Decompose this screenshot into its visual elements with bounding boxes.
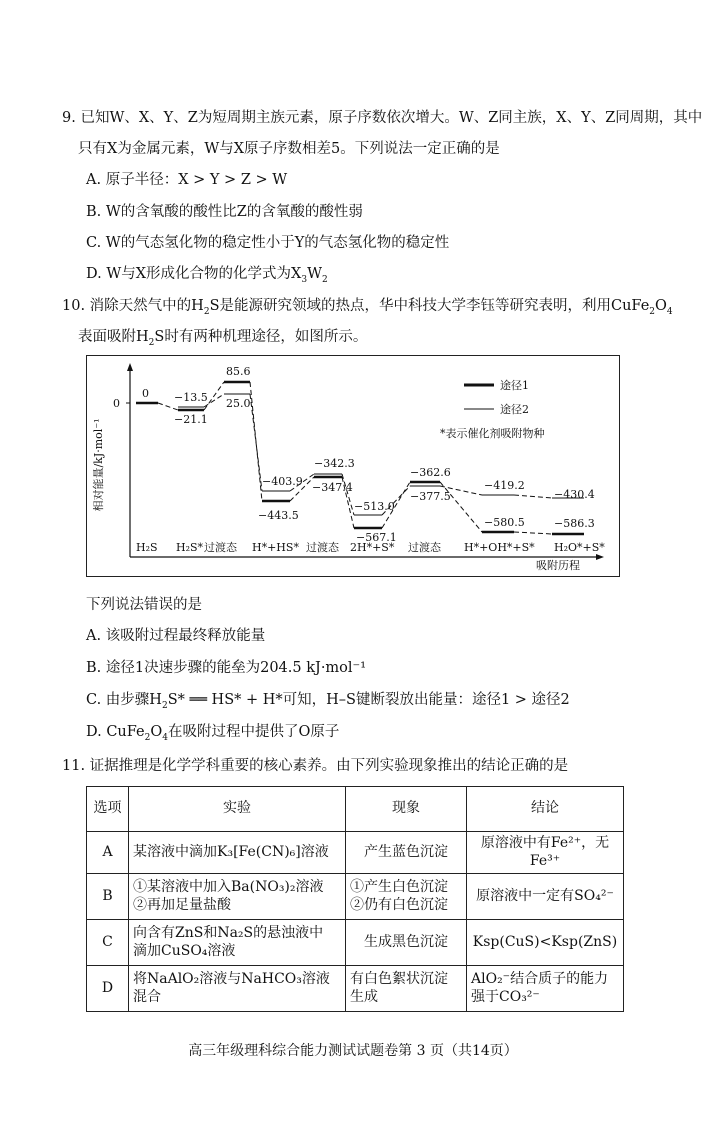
x-label: H*+HS* [252,541,299,554]
q11-stem: 11. 证据推理是化学学科重要的核心素养。由下列实验现象推出的结论正确的是 [62,758,569,774]
value-label: 0 [142,387,149,400]
x-label: 过渡态 [204,541,237,554]
y-zero-label: 0 [113,397,120,410]
value-label: 25.0 [226,397,251,410]
value-label: −377.5 [410,490,451,503]
row-phenomenon-line: 生成 [350,988,378,1005]
q10-option-b: B. 途径1决速步骤的能垒为204.5 kJ·mol⁻¹ [86,660,367,676]
row-experiment-line: 滴加CuSO₄溶液 [133,942,236,959]
row-experiment [129,920,346,966]
row-conclusion [467,966,624,1012]
header-option: 选项 [87,787,129,832]
table-row [87,874,624,920]
row-conclusion-line: 强于CO₃²⁻ [471,988,540,1005]
row-phenomenon [346,874,467,920]
value-label: −567.1 [356,531,397,544]
row-option: B [87,874,129,920]
row-experiment-line: ①某溶液中加入Ba(NO₃)₂溶液 [133,879,324,895]
row-experiment [129,874,346,920]
value-label: −443.5 [258,509,299,522]
value-label: −342.3 [314,457,355,470]
row-conclusion: 原溶液中有Fe²⁺，无Fe³⁺ [467,832,624,874]
x-label: H*+OH*+S* [464,541,535,554]
q9-stem-line2: 只有X为金属元素，W与X原子序数相差5。下列说法一定正确的是 [78,141,500,157]
row-conclusion: Ksp(CuS)<Ksp(ZnS) [467,920,624,966]
row-experiment-line: 混合 [133,988,161,1005]
x-label: H₂O*+S* [554,541,605,554]
header-phenomenon: 现象 [346,787,467,832]
row-phenomenon-line: ①产生白色沉淀 [350,879,448,895]
table-row [87,920,624,966]
q10-question: 下列说法错误的是 [86,597,202,613]
row-phenomenon: 产生蓝色沉淀 [346,832,467,874]
row-conclusion-line: AlO₂⁻结合质子的能力 [471,971,609,987]
table-row [87,832,624,874]
row-phenomenon-line: 有白色絮状沉淀 [350,971,448,987]
q9-option-c: C. W的气态氢化物的稳定性小于Y的气态氢化物的稳定性 [86,235,450,251]
q9-option-d: D. W与X形成化合物的化学式为$X_3W_2$ [86,266,328,285]
legend-path1-label: 途径1 [500,379,529,392]
value-label: −403.9 [262,475,303,488]
value-label: 85.6 [226,365,251,378]
row-option: D [87,966,129,1012]
x-label: H₂S* [176,541,204,554]
connector [158,403,178,410]
value-label: −21.1 [174,413,208,426]
legend-note: *表示催化剂吸附物种 [440,427,545,440]
row-experiment-line: ②再加足量盐酸 [133,896,231,913]
row-option: A [87,832,129,874]
q9-option-a: A. 原子半径：X > Y > Z > W [86,172,288,188]
value-label: −362.6 [410,466,451,479]
header-experiment: 实验 [129,787,346,832]
x-axis-arrow [596,554,604,560]
q9-stem-line1: 9. 已知W、X、Y、Z为短周期主族元素，原子序数依次增大。W、Z同主族，X、Y、Z同周期，其中 [62,110,703,126]
value-label: −586.3 [554,517,595,530]
row-phenomenon-line: ②仍有白色沉淀 [350,896,448,913]
q10-option-d: D. $CuFe_2O_4$在吸附过程中提供了O原子 [86,724,340,743]
connector [514,495,552,498]
connector [250,394,262,491]
table-row [87,966,624,1012]
value-label: −580.5 [484,516,525,529]
x-axis-label: 吸附历程 [536,559,580,572]
energy-profile-diagram [86,355,620,577]
page-footer: 高三年级理科综合能力测试试题卷第 3 页（共14页） [188,1043,518,1059]
row-phenomenon [346,966,467,1012]
row-option: C [87,920,129,966]
value-label: −513.0 [354,500,395,513]
legend-path2-label: 途径2 [500,403,529,416]
q10-option-a: A. 该吸附过程最终释放能量 [86,628,266,644]
row-experiment [129,966,346,1012]
connector [514,532,552,534]
row-conclusion: 原溶液中一定有SO₄²⁻ [467,874,624,920]
x-label: 过渡态 [306,541,339,554]
row-phenomenon: 生成黑色沉淀 [346,920,467,966]
y-axis-label: 相对能量/kJ·mol⁻¹ [92,418,105,512]
header-conclusion: 结论 [467,787,624,832]
x-label: 过渡态 [408,541,441,554]
q10-option-c: C. 由步骤$H_2S*$ ══ HS* + H*可知，H–S键断裂放出能量：途径1 > 途径2 [86,692,570,711]
value-label: −430.4 [554,488,595,501]
q9-option-b: B. W的含氧酸的酸性比Z的含氧酸的酸性弱 [86,204,363,220]
row-experiment-line: 将NaAlO₂溶液与NaHCO₃溶液 [133,971,330,987]
table-header-row [87,787,624,832]
experiment-table [86,786,624,1012]
value-label: −347.4 [312,481,353,494]
value-label: −13.5 [174,391,208,404]
q10-stem-line1: 10. 消除天然气中的$H_2S$是能源研究领域的热点，华中科技大学李钰等研究表明，利用$CuFe_2O_4$ [62,298,673,317]
x-label: 2H*+S* [350,541,395,554]
x-axis-labels [136,540,605,554]
row-experiment-line: 向含有ZnS和Na₂S的悬浊液中 [133,925,324,941]
connector [250,382,262,501]
q10-stem-line2: 表面吸附$H_2S$时有两种机理途径，如图所示。 [78,329,368,348]
value-label: −419.2 [484,479,525,492]
y-axis-arrow [127,363,133,371]
row-experiment: 某溶液中滴加K₃[Fe(CN)₆]溶液 [129,832,346,874]
x-label: H₂S [136,541,158,554]
